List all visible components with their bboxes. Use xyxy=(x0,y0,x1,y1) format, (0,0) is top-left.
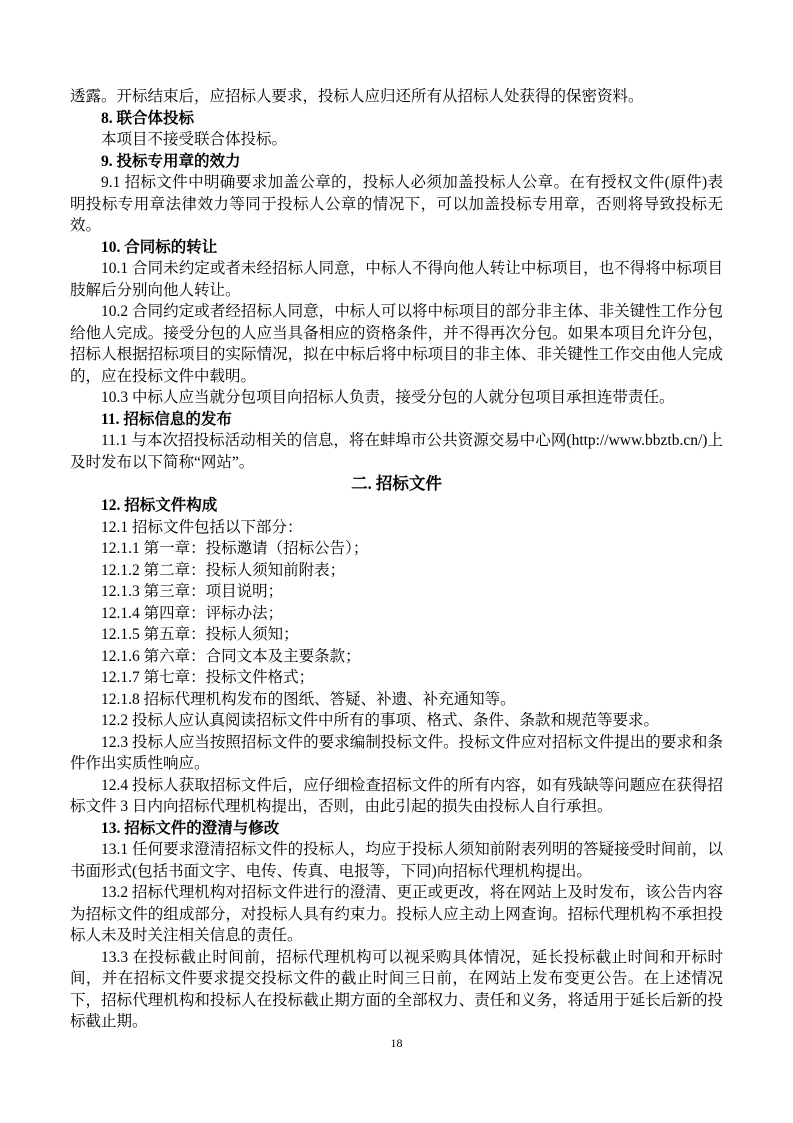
para-12-3: 12.3 投标人应当按照招标文件的要求编制投标文件。投标文件应对招标文件提出的要求和条件作出实质性响应。 xyxy=(70,733,723,772)
para-10-2: 10.2 合同约定或者经招标人同意，中标人可以将中标项目的部分非主体、非关键性工作分包给他人完成。接受分包的人应当具备相应的资格条件，并不得再次分包。如果本项目允许分包，招标人根据招标项目的实际情况，拟在中标后将中标项目的非主体、非关键性工作交由他人完成的，应在投标文件中载明。 xyxy=(70,303,723,385)
para-12-1-7: 12.1.7 第七章：投标文件格式； xyxy=(101,669,315,686)
para-12-1-6: 12.1.6 第六章：合同文本及主要条款； xyxy=(101,647,361,665)
para-13-1: 13.1 任何要求澄清招标文件的投标人，均应于投标人须知前附表列明的答疑接受时间前，以书面形式(包括书面文字、电传、传真、电报等，下同)向招标代理机构提出。 xyxy=(70,841,723,880)
para-12-1-3: 12.1.3 第三章：项目说明； xyxy=(101,583,284,600)
heading-11-tender-info-release: 11. 招标信息的发布 xyxy=(101,410,232,428)
para-12-1-5: 12.1.5 第五章：投标人须知； xyxy=(101,626,299,643)
para-13-3: 13.3 在投标截止时间前，招标代理机构可以视采购具体情况，延长投标截止时间和开标时间，并在招标文件要求提交投标文件的截止时间三日前，在网站上发布变更公告。在上述情况下，招标代理机构和投标人在投标截止期方面的全部权力、责任和义务，将适用于延长后新的投标截止期。 xyxy=(70,948,723,1030)
para-confidentiality-continuation: 透露。开标结束后，应招标人要求，投标人应归还所有从招标人处获得的保密资料。 xyxy=(70,88,644,105)
para-no-joint-bids: 本项目不接受联合体投标。 xyxy=(101,131,288,148)
heading-12-tender-doc-composition: 12. 招标文件构成 xyxy=(101,497,218,514)
para-9-1: 9.1 招标文件中明确要求加盖公章的，投标人必须加盖投标人公章。在有授权文件(原件)表明投标专用章法律效力等同于投标人公章的情况下，可以加盖投标专用章，否则将导致投标无效。 xyxy=(70,174,723,234)
para-12-1-8: 12.1.8 招标代理机构发布的图纸、答疑、补遗、补充通知等。 xyxy=(101,690,516,708)
heading-13-clarification-modification: 13. 招标文件的澄清与修改 xyxy=(101,819,280,837)
chapter-heading-tender-documents: 二. 招标文件 xyxy=(351,474,442,493)
para-11-1: 11.1 与本次招投标活动相关的信息，将在蚌埠市公共资源交易中心网(http://www.bbztb.cn/)上及时发布以下简称“网站”。 xyxy=(70,432,723,471)
para-13-2: 13.2 招标代理机构对招标文件进行的澄清、更正或更改，将在网站上及时发布，该公告内容为招标文件的组成部分，对投标人具有约束力。投标人应主动上网查询。招标代理机构不承担投标人未及时关注相关信息的责任。 xyxy=(70,884,723,944)
para-12-1-4: 12.1.4 第四章：评标办法； xyxy=(101,604,284,622)
para-12-1-1: 12.1.1 第一章：投标邀请（招标公告）； xyxy=(101,540,369,557)
heading-9-bid-seal-validity: 9. 投标专用章的效力 xyxy=(101,152,241,170)
para-10-1: 10.1 合同未约定或者未经招标人同意，中标人不得向他人转让中标项目，也不得将中标项目肢解后分别向他人转让。 xyxy=(70,260,723,299)
para-12-1-2: 12.1.2 第二章：投标人须知前附表； xyxy=(101,561,346,579)
document-body xyxy=(70,86,723,1033)
para-12-1: 12.1 招标文件包括以下部分： xyxy=(101,518,303,536)
para-10-3: 10.3 中标人应当就分包项目向招标人负责，接受分包的人就分包项目承担连带责任。 xyxy=(101,389,675,406)
heading-10-contract-transfer: 10. 合同标的转让 xyxy=(101,238,218,256)
heading-8-joint-venture-bidding: 8. 联合体投标 xyxy=(101,109,195,127)
page-number: 18 xyxy=(390,1036,403,1050)
para-12-4: 12.4 投标人获取招标文件后，应仔细检查招标文件的所有内容，如有残缺等问题应在获得招标文件 3 日内向招标代理机构提出，否则，由此引起的损失由投标人自行承担。 xyxy=(70,776,723,815)
para-12-2: 12.2 投标人应认真阅读招标文件中所有的事项、格式、条件、条款和规范等要求。 xyxy=(101,712,660,729)
